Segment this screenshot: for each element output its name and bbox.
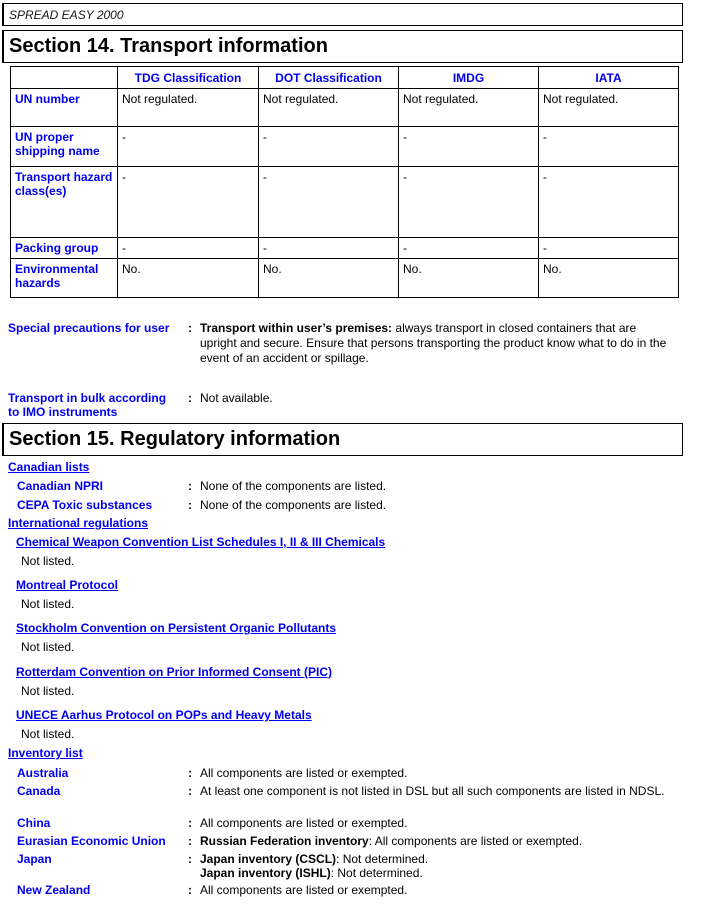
colon-separator: : <box>188 766 192 780</box>
col-header-dot: DOT Classification <box>259 67 399 89</box>
regulation-title-unece-aarhus: UNECE Aarhus Protocol on POPs and Heavy Metals <box>16 708 312 722</box>
cell-value: No. <box>539 259 679 298</box>
regulation-title-stockholm-convention: Stockholm Convention on Persistent Organic Pollutants <box>16 621 337 635</box>
cell-value: No. <box>399 259 539 298</box>
colon-separator: : <box>188 498 192 512</box>
regulation-title-rotterdam-convention: Rotterdam Convention on Prior Informed Consent (PIC) <box>16 665 333 679</box>
value-text: : All components are listed or exempted. <box>368 834 583 848</box>
row-label: Environmental hazards <box>11 259 118 298</box>
cell-value: Not regulated. <box>539 89 679 127</box>
field-label: Canadian NPRI <box>17 479 104 493</box>
colon-separator: : <box>188 784 192 798</box>
value-text: : Not determined. <box>336 852 429 866</box>
field-value: None of the components are listed. <box>200 498 387 512</box>
regulation-status: Not listed. <box>21 684 75 698</box>
cell-value: - <box>259 167 399 238</box>
field-label: Special precautions for user <box>8 321 170 335</box>
col-header-iata: IATA <box>539 67 679 89</box>
cell-value: - <box>399 238 539 259</box>
regulation-title-chemical-weapon: Chemical Weapon Convention List Schedules I, II & III Chemicals <box>16 535 386 549</box>
regulation-title-montreal-protocol: Montreal Protocol <box>16 578 119 592</box>
cell-value: - <box>539 238 679 259</box>
cell-value: - <box>259 238 399 259</box>
colon-separator: : <box>188 834 192 848</box>
table-row-environmental-hazards <box>11 259 679 298</box>
value-text: : Not determined. <box>330 866 423 880</box>
table-row-un-proper-shipping-name <box>11 127 679 167</box>
product-name: SPREAD EASY 2000 <box>9 7 124 22</box>
japan-ishl-line <box>200 866 670 880</box>
cell-value: No. <box>118 259 259 298</box>
value-bold-lead: Japan inventory (ISHL) <box>200 866 331 880</box>
field-label: China <box>17 816 51 830</box>
cell-value: - <box>539 167 679 238</box>
regulation-status: Not listed. <box>21 727 75 741</box>
field-value <box>200 321 670 366</box>
regulation-status: Not listed. <box>21 597 75 611</box>
row-label: UN proper shipping name <box>11 127 118 167</box>
row-label: UN number <box>11 89 118 127</box>
cell-value: No. <box>259 259 399 298</box>
section-14-title: Section 14. Transport information <box>9 35 328 57</box>
section-14-header-box <box>2 30 683 63</box>
cell-value: - <box>539 127 679 167</box>
section-15-header-box <box>2 423 683 456</box>
cell-value: - <box>118 238 259 259</box>
colon-separator: : <box>188 321 192 335</box>
col-header-tdg: TDG Classification <box>118 67 259 89</box>
value-bold-lead: Japan inventory (CSCL) <box>200 852 337 866</box>
colon-separator: : <box>188 479 192 493</box>
cell-value: Not regulated. <box>118 89 259 127</box>
cell-value: - <box>399 167 539 238</box>
cell-value: Not regulated. <box>399 89 539 127</box>
col-header-imdg: IMDG <box>399 67 539 89</box>
field-label: CEPA Toxic substances <box>17 498 153 512</box>
transport-table-header-row <box>11 67 679 89</box>
field-label: Transport in bulk according to IMO instruments <box>8 391 167 419</box>
table-row-packing-group <box>11 238 679 259</box>
international-regulations-heading: International regulations <box>8 516 149 530</box>
colon-separator: : <box>188 816 192 830</box>
product-name-box <box>2 3 683 26</box>
cell-value: - <box>399 127 539 167</box>
colon-separator: : <box>188 852 192 866</box>
field-label: Japan <box>17 852 52 866</box>
row-label: Transport hazard class(es) <box>11 167 118 238</box>
field-value: All components are listed or exempted. <box>200 816 408 830</box>
colon-separator: : <box>188 391 192 405</box>
inventory-list-heading: Inventory list <box>8 746 83 760</box>
field-value: At least one component is not listed in DSL but all such components are listed in NDSL. <box>200 784 665 798</box>
field-value <box>200 834 670 849</box>
field-label: Canada <box>17 784 61 798</box>
transport-table-corner-cell <box>11 67 118 89</box>
field-value: Not available. <box>200 391 273 405</box>
field-value: None of the components are listed. <box>200 479 387 493</box>
field-value <box>200 852 670 880</box>
field-label: New Zealand <box>17 883 91 897</box>
row-label: Packing group <box>11 238 118 259</box>
colon-separator: : <box>188 883 192 897</box>
cell-value: Not regulated. <box>259 89 399 127</box>
regulation-status: Not listed. <box>21 640 75 654</box>
field-label: Eurasian Economic Union <box>17 834 166 848</box>
value-text: always transport in closed containers that are upright and secure. Ensure that persons transporting the product know what to do in the event of an accident or spillage. <box>200 321 667 365</box>
field-value: All components are listed or exempted. <box>200 766 408 780</box>
value-bold-lead: Transport within user’s premises: <box>200 321 393 335</box>
japan-cscl-line <box>200 852 670 866</box>
section-15-title: Section 15. Regulatory information <box>9 428 341 450</box>
field-label: Australia <box>17 766 69 780</box>
regulation-status: Not listed. <box>21 554 75 568</box>
canadian-lists-heading: Canadian lists <box>8 460 90 474</box>
transport-table <box>10 66 679 298</box>
cell-value: - <box>118 127 259 167</box>
value-bold-lead: Russian Federation inventory <box>200 834 369 848</box>
field-value: All components are listed or exempted. <box>200 883 408 897</box>
cell-value: - <box>118 167 259 238</box>
table-row-un-number <box>11 89 679 127</box>
table-row-transport-hazard-class <box>11 167 679 238</box>
cell-value: - <box>259 127 399 167</box>
